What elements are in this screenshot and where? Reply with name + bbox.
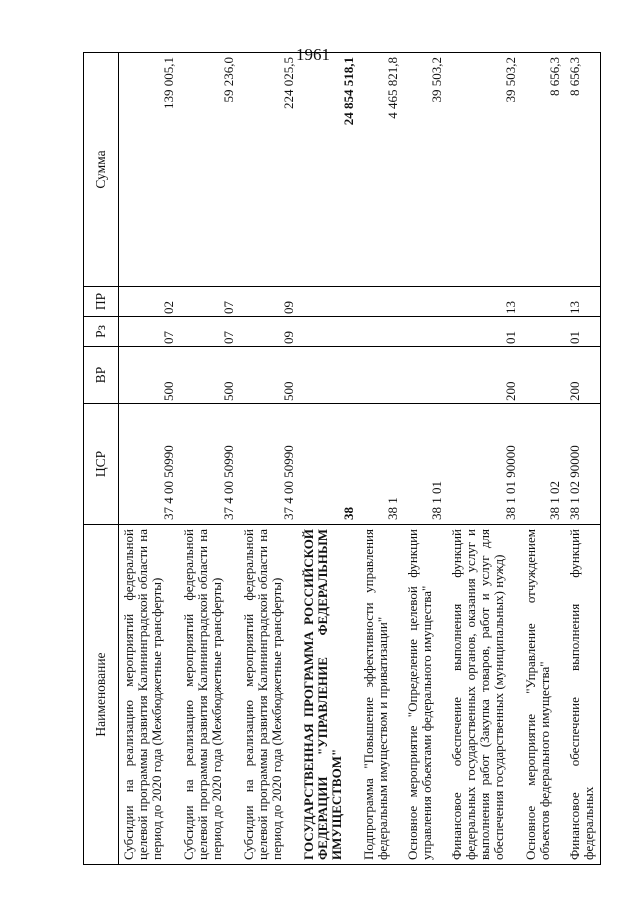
row-csr: 38 1 02 90000 xyxy=(565,404,601,525)
row-vr: 200 xyxy=(447,347,521,404)
row-csr: 38 1 01 90000 xyxy=(447,404,521,525)
table-row xyxy=(447,53,521,865)
row-csr: 38 1 xyxy=(359,404,403,525)
table-row xyxy=(359,53,403,865)
row-rz xyxy=(521,317,565,347)
row-csr: 38 1 02 xyxy=(521,404,565,525)
row-name: Основное мероприятие "Управление отчуждением объектов федерального имущества" xyxy=(521,525,565,865)
row-rz: 01 xyxy=(565,317,601,347)
row-sum: 39 503,2 xyxy=(403,53,447,287)
row-rz xyxy=(359,317,403,347)
row-sum: 24 854 518,1 xyxy=(299,53,359,287)
table-row xyxy=(119,53,179,865)
page-number: 1961 xyxy=(296,45,330,64)
row-pr xyxy=(403,287,447,317)
header-sum: Сумма xyxy=(84,53,119,287)
table-row xyxy=(299,53,359,865)
row-rz: 01 xyxy=(447,317,521,347)
budget-table xyxy=(83,52,601,865)
table-row xyxy=(179,53,239,865)
row-vr: 500 xyxy=(239,347,299,404)
row-sum: 8 656,3 xyxy=(521,53,565,287)
row-pr: 02 xyxy=(119,287,179,317)
row-pr xyxy=(359,287,403,317)
row-rz: 07 xyxy=(119,317,179,347)
table-row xyxy=(403,53,447,865)
row-vr xyxy=(521,347,565,404)
row-vr xyxy=(403,347,447,404)
row-name: Финансовое обеспечение выполнения функций федеральных xyxy=(565,525,601,865)
row-rz: 07 xyxy=(179,317,239,347)
row-csr: 38 xyxy=(299,404,359,525)
row-csr: 37 4 00 50990 xyxy=(239,404,299,525)
row-sum: 224 025,5 xyxy=(239,53,299,287)
table-row xyxy=(565,53,601,865)
row-vr: 200 xyxy=(565,347,601,404)
header-rz: Рз xyxy=(84,317,119,347)
row-name: Финансовое обеспечение выполнения функций федеральных государственных органов, оказания услуг и выполнения работ (Закупка товаров, работ и услуг для обеспечения государственных (муниципальных) нужд) xyxy=(447,525,521,865)
header-pr: ПР xyxy=(84,287,119,317)
row-name: Основное мероприятие "Определение целевой функции управления объектами федерального имущества" xyxy=(403,525,447,865)
row-sum: 39 503,2 xyxy=(447,53,521,287)
row-pr xyxy=(521,287,565,317)
row-pr: 13 xyxy=(565,287,601,317)
header-name: Наименование xyxy=(84,525,119,865)
row-name: Подпрограмма "Повышение эффективности управления федеральным имуществом и приватизации" xyxy=(359,525,403,865)
row-vr xyxy=(359,347,403,404)
row-sum: 59 236,0 xyxy=(179,53,239,287)
row-name: ГОСУДАРСТВЕННАЯ ПРОГРАММА РОССИЙСКОЙ ФЕДЕРАЦИИ "УПРАВЛЕНИЕ ФЕДЕРАЛЬНЫМ ИМУЩЕСТВОМ" xyxy=(299,525,359,865)
header-vr: ВР xyxy=(84,347,119,404)
table-header-row xyxy=(84,53,119,865)
row-csr: 37 4 00 50990 xyxy=(179,404,239,525)
row-vr xyxy=(299,347,359,404)
row-sum: 139 005,1 xyxy=(119,53,179,287)
row-vr: 500 xyxy=(179,347,239,404)
row-csr: 37 4 00 50990 xyxy=(119,404,179,525)
row-rz: 09 xyxy=(239,317,299,347)
row-sum: 8 656,3 xyxy=(565,53,601,287)
table-row xyxy=(521,53,565,865)
row-sum: 4 465 821,8 xyxy=(359,53,403,287)
row-pr: 09 xyxy=(239,287,299,317)
header-csr: ЦСР xyxy=(84,404,119,525)
row-name: Субсидии на реализацию мероприятий федеральной целевой программы развития Калининградской области на период до 2020 года (Межбюджетные трансферты) xyxy=(179,525,239,865)
row-name: Субсидии на реализацию мероприятий федеральной целевой программы развития Калининградской области на период до 2020 года (Межбюджетные трансферты) xyxy=(119,525,179,865)
row-name: Субсидии на реализацию мероприятий федеральной целевой программы развития Калининградской области на период до 2020 года (Межбюджетные трансферты) xyxy=(239,525,299,865)
row-rz xyxy=(403,317,447,347)
rotated-table-container xyxy=(83,53,598,865)
row-csr: 38 1 01 xyxy=(403,404,447,525)
table-row xyxy=(239,53,299,865)
row-pr xyxy=(299,287,359,317)
row-vr: 500 xyxy=(119,347,179,404)
row-pr: 07 xyxy=(179,287,239,317)
row-rz xyxy=(299,317,359,347)
row-pr: 13 xyxy=(447,287,521,317)
